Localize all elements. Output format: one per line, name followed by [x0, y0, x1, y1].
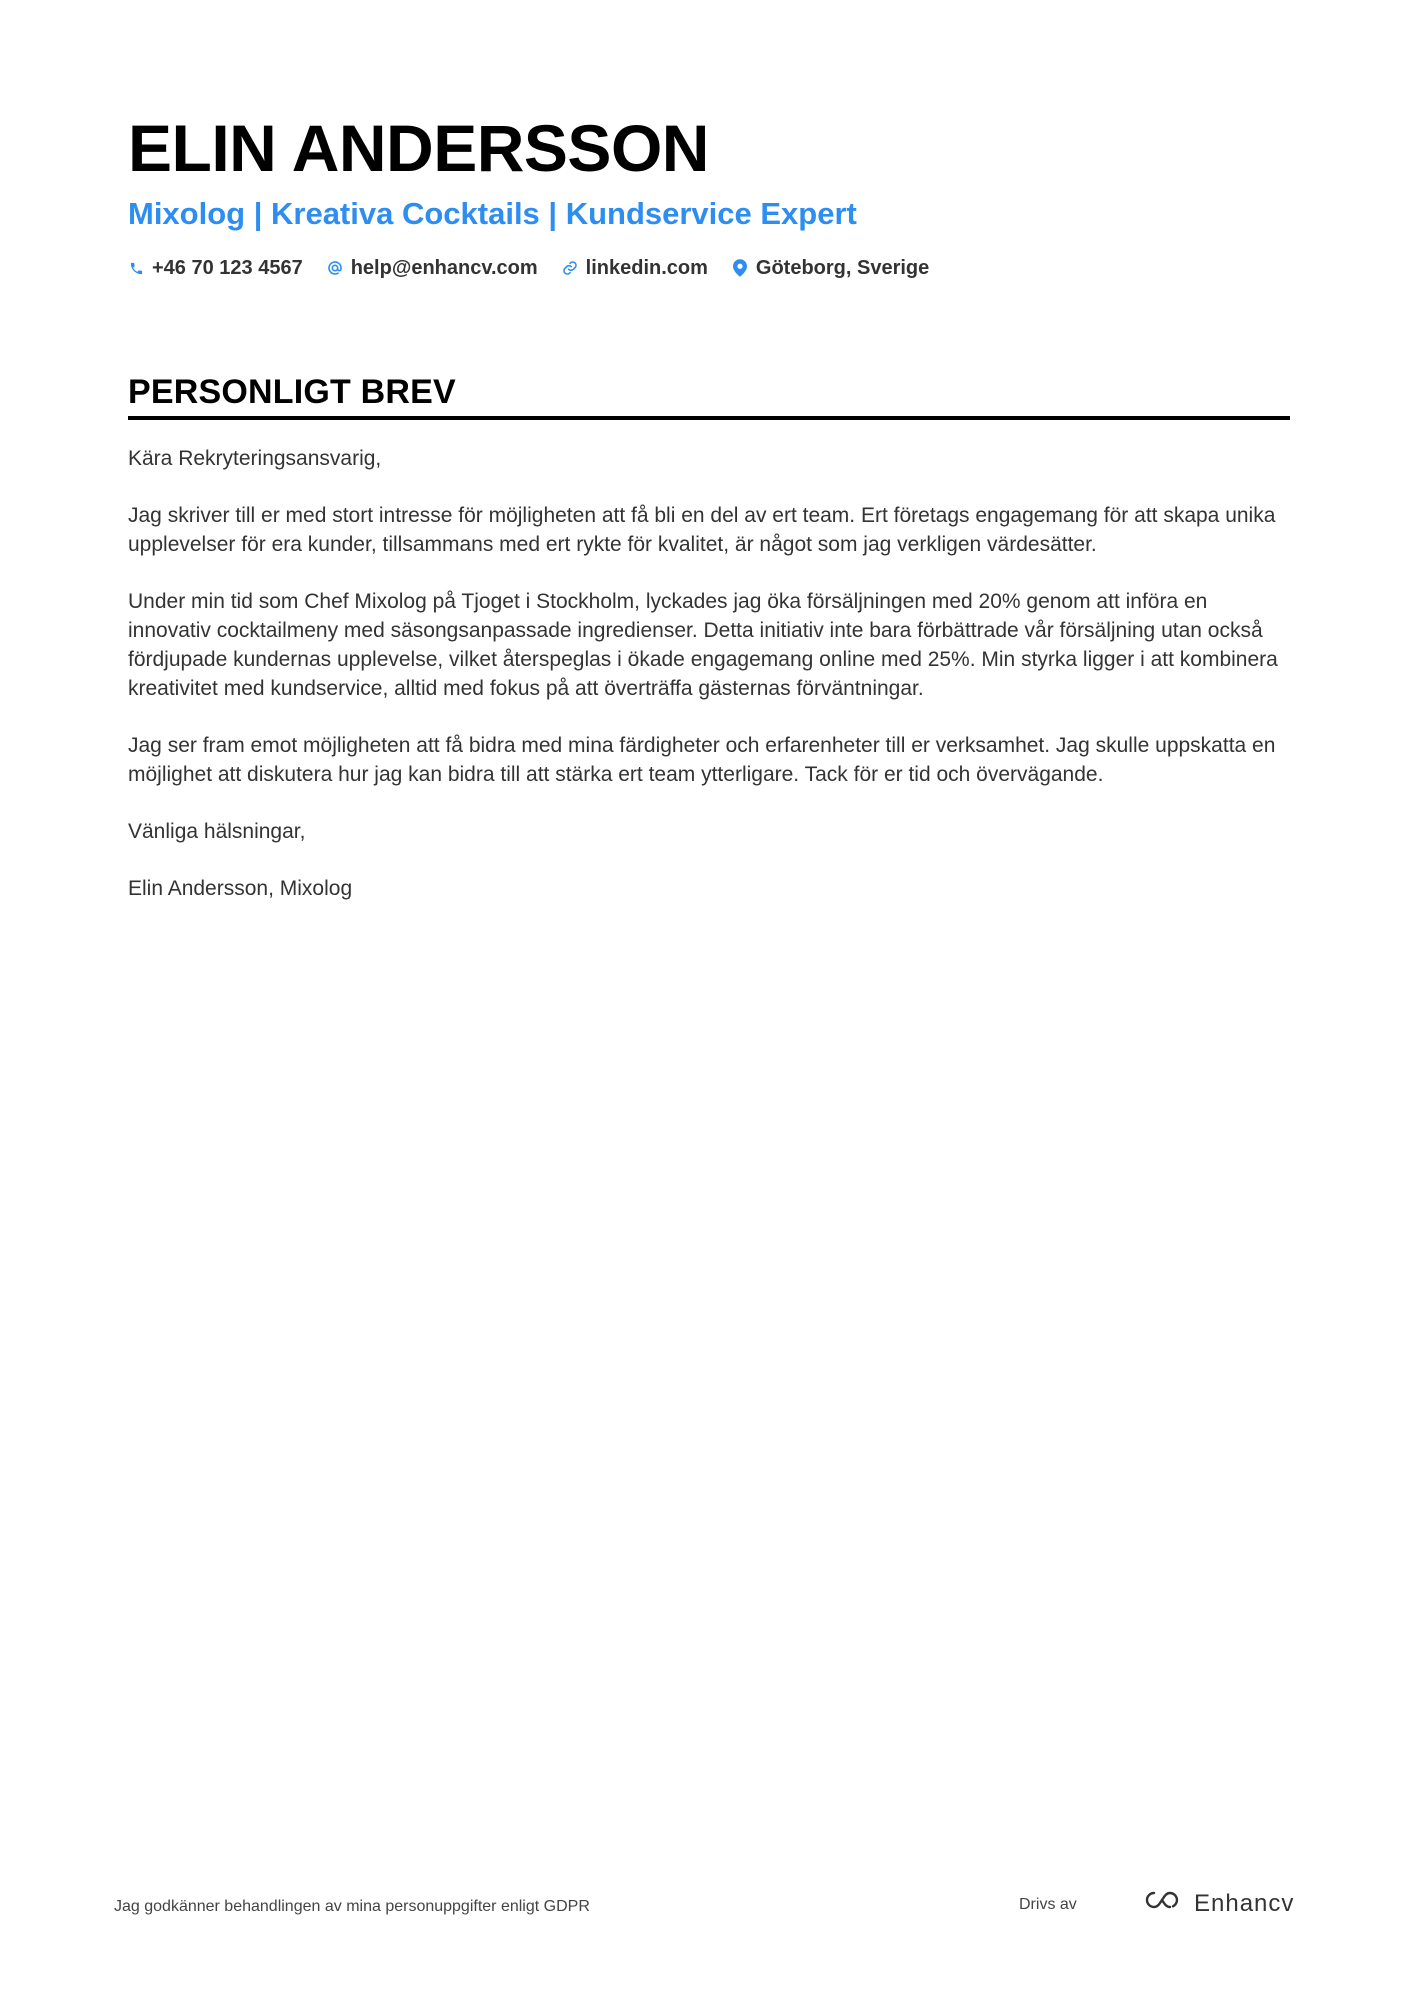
contact-phone[interactable]: [128, 254, 303, 282]
contact-location-text: Göteborg, Sverige: [755, 257, 930, 279]
link-icon: [562, 259, 578, 277]
letter-greeting: Kära Rekryteringsansvarig,: [128, 447, 382, 470]
contact-linkedin[interactable]: [562, 254, 708, 282]
gdpr-consent-text: Jag godkänner behandlingen av mina personuppgifter enligt GDPR: [114, 1898, 590, 1915]
at-icon: [327, 259, 343, 277]
candidate-name: ELIN ANDERSSON: [128, 111, 709, 185]
contact-linkedin-text: linkedin.com: [585, 257, 708, 279]
candidate-headline: Mixolog | Kreativa Cocktails | Kundservice Expert: [128, 196, 857, 231]
letter-paragraph: Under min tid som Chef Mixolog på Tjoget i Stockholm, lyckades jag öka försäljningen med 20% genom att införa en innovativ cocktailmeny med säsongsanpassade ingredienser. Detta initiativ inte bara förbättrade vår försäljning utan också fördjupade kundernas upplevelse, vilket återspeglas i ökade engagemang online med 25%. Min styrka ligger i att kombinera kreativitet med kundservice, alltid med fokus på att överträffa gästernas förväntningar.: [128, 590, 1278, 700]
contact-phone-text: +46 70 123 4567: [152, 257, 303, 279]
contact-info: [128, 254, 1290, 282]
letter-closing: Vänliga hälsningar,: [128, 820, 306, 843]
section-title: PERSONLIGT BREV: [128, 373, 456, 411]
section-divider: [128, 416, 1290, 420]
letter-paragraph: Jag ser fram emot möjligheten att få bidra med mina färdigheter och erfarenheter till er verksamhet. Jag skulle uppskatta en möjlighet att diskutera hur jag kan bidra till att stärka ert team ytterligare. Tack för er tid och övervägande.: [128, 734, 1276, 786]
enhancv-brand[interactable]: [1140, 1888, 1294, 1919]
location-pin-icon: [732, 259, 748, 277]
contact-location: [732, 254, 929, 282]
contact-email[interactable]: [327, 254, 538, 282]
enhancv-logo-icon: [1140, 1888, 1184, 1919]
brand-name: Enhancv: [1194, 1889, 1295, 1917]
powered-by-text: Drivs av: [1019, 1896, 1077, 1913]
letter-signature: Elin Andersson, Mixolog: [128, 877, 353, 900]
phone-icon: [128, 259, 144, 277]
cover-letter-page: [128, 112, 1290, 931]
contact-email-text: help@enhancv.com: [350, 257, 538, 279]
page-footer: [114, 1889, 1295, 1924]
letter-paragraph: Jag skriver till er med stort intresse för möjligheten att få bli en del av ert team. Ert företags engagemang för att skapa unika upplevelser för era kunder, tillsammans med ert rykte för kvalitet, är något som jag verkligen värdesätter.: [128, 504, 1276, 556]
letter-body: [128, 444, 1290, 903]
